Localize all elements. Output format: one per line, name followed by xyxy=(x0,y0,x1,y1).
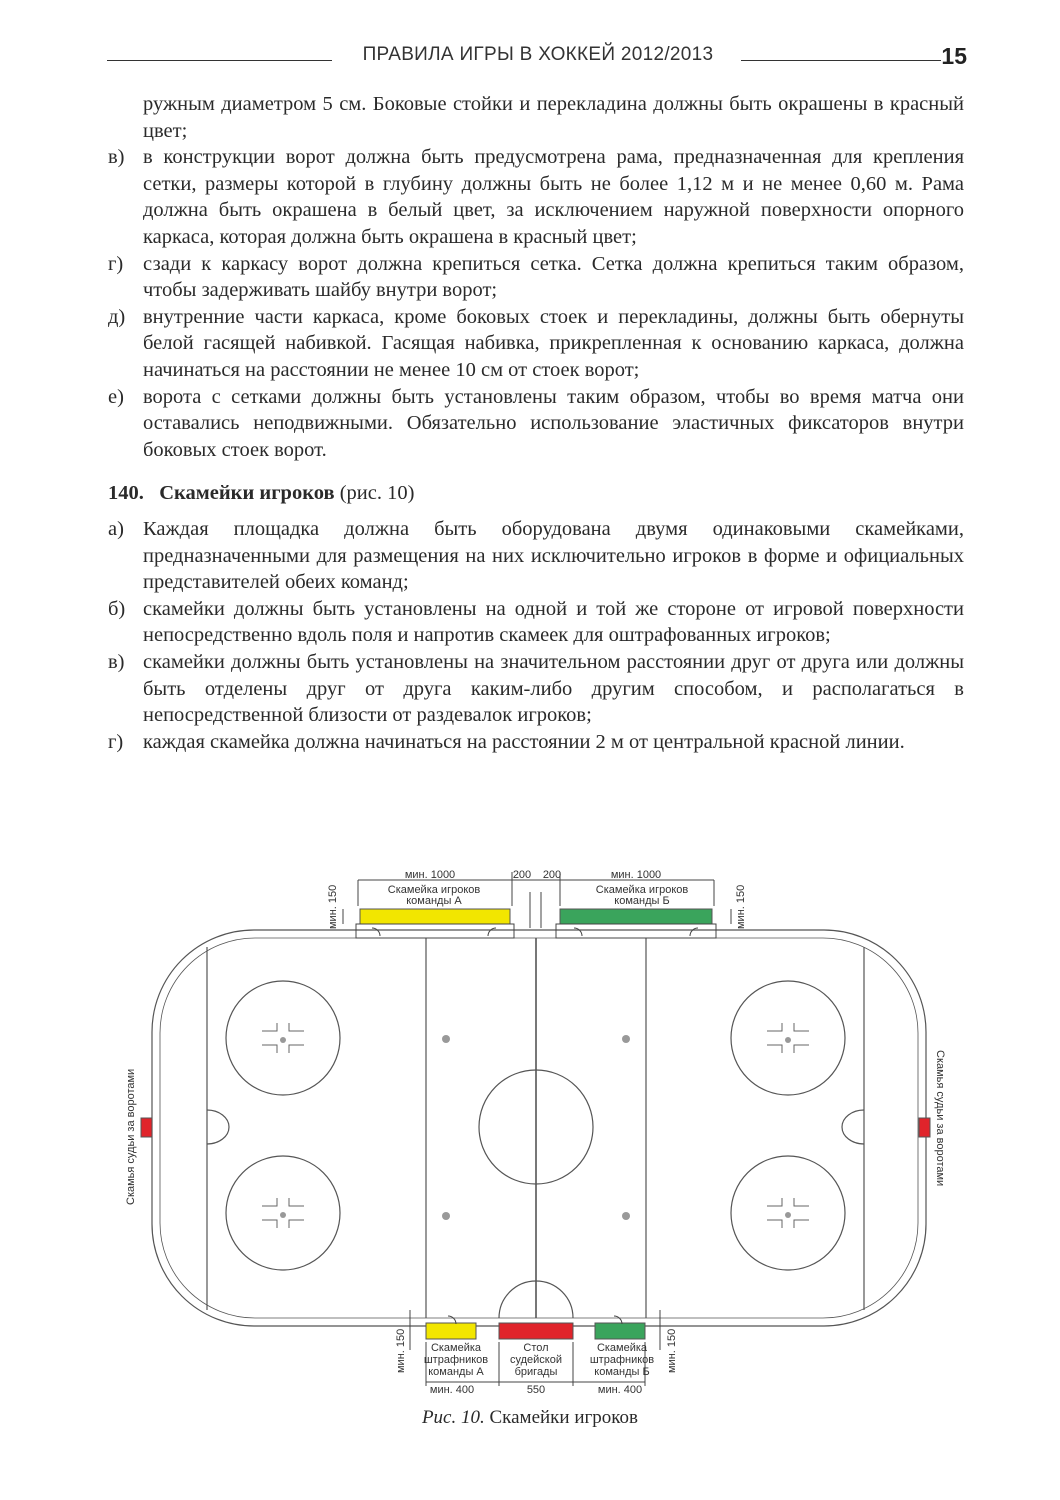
page-header xyxy=(107,40,967,80)
table-label: Стол xyxy=(523,1342,549,1354)
penalty-b-label: Скамейка xyxy=(596,1342,648,1354)
list-item xyxy=(108,516,964,596)
bench-a-label: команды А xyxy=(406,895,462,907)
section-title: Скамейки игроков xyxy=(159,482,335,504)
list-marker: д) xyxy=(108,305,126,328)
list-marker: г) xyxy=(108,730,124,753)
dim-label: мин. 150 xyxy=(666,1328,678,1373)
faceoff-dot xyxy=(442,1035,450,1043)
list-marker: а) xyxy=(108,518,124,540)
bench-team-b xyxy=(560,909,712,924)
list-item-text: сзади к каркасу ворот должна крепиться сетка. Сетка должна крепиться таким образом, чтобы задерживать шайбу внутри ворот; xyxy=(143,252,964,302)
list-marker: б) xyxy=(108,597,126,620)
bench-team-a xyxy=(360,909,510,924)
list-item xyxy=(108,596,964,649)
dim-label: 200 xyxy=(512,869,532,881)
bench-b-label: Скамейка игроков xyxy=(595,884,689,896)
page-number: 15 xyxy=(941,43,967,69)
dim-label: мин. 1000 xyxy=(404,869,456,881)
referee-bench-left xyxy=(141,1118,152,1137)
bench-b-label: команды Б xyxy=(614,895,670,907)
penalty-bench-b xyxy=(595,1323,645,1339)
dim-label: 550 xyxy=(526,1384,546,1396)
bench-a-label: Скамейка игроков xyxy=(387,884,481,896)
list-item xyxy=(108,384,964,464)
list-item xyxy=(108,144,964,250)
header-rule-right xyxy=(741,60,941,61)
list-item-text: Каждая площадка должна быть оборудована двумя одинаковыми скамейками, предназначенными для размещения на них исключительно игроков в форме и официальных представителей обеих команд; xyxy=(143,518,964,594)
officials-table xyxy=(499,1323,573,1339)
goal-crease-left xyxy=(207,1110,229,1144)
list-item xyxy=(108,304,964,384)
table-label: судейской xyxy=(509,1354,563,1366)
table-label: бригады xyxy=(514,1366,558,1378)
dim-label: мин. 400 xyxy=(429,1384,475,1396)
faceoff-dot xyxy=(280,1212,286,1218)
penalty-a-label: штрафников xyxy=(423,1354,489,1366)
list-item xyxy=(108,649,964,729)
penalty-bench-a xyxy=(426,1323,476,1339)
dim-label: мин. 150 xyxy=(327,884,339,929)
faceoff-dot xyxy=(785,1037,791,1043)
dim-label: 200 xyxy=(542,869,562,881)
dim-label: мин. 1000 xyxy=(610,869,662,881)
faceoff-dot xyxy=(280,1037,286,1043)
list-item-text: ворота с сетками должны быть установлены таким образом, чтобы во время матча они оставались неподвижными. Обязательно использование эластичных фиксаторов внутри боковых стоек ворот. xyxy=(143,385,964,461)
list-item-text: скамейки должны быть установлены на значительном расстоянии друг от друга или должны быть отделены друг от друга каким-либо другим способом, и располагаться в непосредственной близости от раздевалок игроков; xyxy=(143,650,964,727)
list-item-text: каждая скамейка должна начинаться на расстоянии 2 м от центральной красной линии. xyxy=(143,730,905,753)
goal-rules-continuation xyxy=(108,91,964,463)
referee-bench-right xyxy=(919,1118,930,1137)
section-figure-ref: (рис. 10) xyxy=(339,482,415,504)
penalty-a-label: команды А xyxy=(428,1366,484,1378)
section-140-list xyxy=(108,516,964,755)
door-swing xyxy=(372,928,698,936)
dim-label: мин. 400 xyxy=(597,1384,643,1396)
list-marker: е) xyxy=(108,385,124,408)
rink-outer-boards xyxy=(152,930,926,1326)
list-marker: г) xyxy=(108,252,124,275)
faceoff-dot xyxy=(785,1212,791,1218)
faceoff-dot xyxy=(442,1212,450,1220)
referee-label: Скамья судьи за воротами xyxy=(125,1068,137,1205)
caption-text: Скамейки игроков xyxy=(489,1407,639,1428)
penalty-b-label: штрафников xyxy=(589,1354,655,1366)
goal-crease-right xyxy=(842,1110,864,1144)
list-item xyxy=(108,251,964,304)
dim-label: мин. 150 xyxy=(395,1328,407,1373)
penalty-b-label: команды Б xyxy=(594,1366,650,1378)
header-rule-left xyxy=(107,60,332,61)
list-marker: в) xyxy=(108,650,125,673)
list-item-text: скамейки должны быть установлены на одной и той же стороне от игровой поверхности непосредственно вдоль поля и напротив скамеек для оштрафованных игроков; xyxy=(143,597,964,647)
referee-label: Скамья судьи за воротами xyxy=(934,1050,946,1187)
rink-inner-boards xyxy=(160,938,918,1318)
faceoff-dot xyxy=(622,1035,630,1043)
list-item-text: внутренние части каркаса, кроме боковых стоек и перекладины, должны быть обернуты белой гасящей набивкой. Гасящая набивка, прикрепленная к основанию каркаса, должна начинаться на расстоянии не менее 10 см от стоек ворот; xyxy=(143,305,964,381)
faceoff-dot xyxy=(622,1212,630,1220)
dim-label: мин. 150 xyxy=(735,884,747,929)
section-heading xyxy=(108,482,414,505)
section-number: 140. xyxy=(108,482,144,504)
penalty-a-label: Скамейка xyxy=(430,1342,482,1354)
figure-caption xyxy=(0,1407,1060,1429)
caption-prefix: Рис. 10. xyxy=(421,1407,485,1428)
list-item-text: в конструкции ворот должна быть предусмотрена рама, предназначенная для крепления сетки, размеры которой в глубину должны быть не более 1,12 м и не менее 0,60 м. Рама должна быть окрашена в белый цвет, за исключением наружной поверхности опорного каркаса, которая должна быть окрашена в красный цвет; xyxy=(143,146,964,248)
list-marker: в) xyxy=(108,146,125,169)
rink-diagram xyxy=(120,860,950,1400)
list-item xyxy=(108,729,964,756)
running-title: ПРАВИЛА ИГРЫ В ХОККЕЙ 2012/2013 xyxy=(362,44,714,65)
continued-paragraph: ружным диаметром 5 см. Боковые стойки и перекладина должны быть окрашены в красный цвет; xyxy=(143,93,964,142)
